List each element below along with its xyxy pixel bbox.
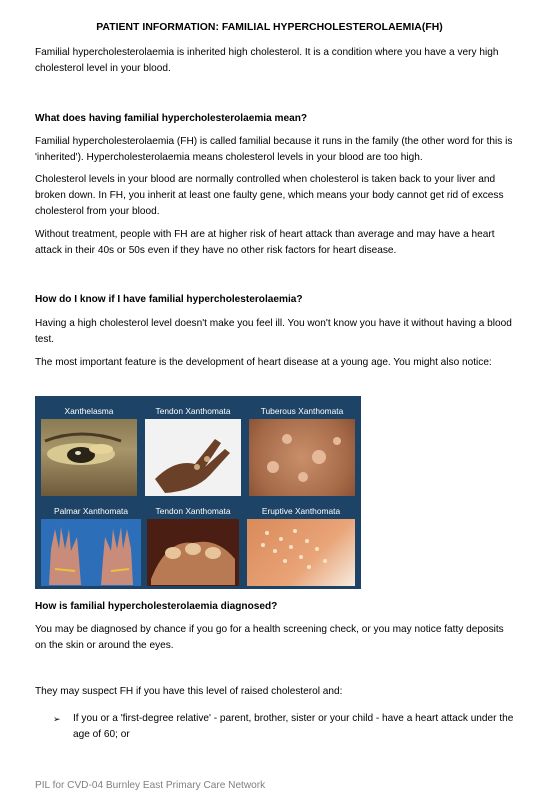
xanthelasma-photo xyxy=(41,419,137,496)
palmar-xanthomata-panel xyxy=(41,504,141,586)
meaning-paragraph-2: Cholesterol levels in your blood are normally controlled when cholesterol is taken back to your liver and broken down. In FH, you inherit at least one faulty gene, which means your body cannot get rid of excess cholesterol from your blood. xyxy=(35,174,504,217)
page-footer: PIL for CVD-04 Burnley East Primary Care Network xyxy=(35,780,266,791)
figure-label: Tendon Xanthomata xyxy=(155,506,231,516)
diagnosed-paragraph-1: You may be diagnosed by chance if you go for a health screening check, or you may notice fatty deposits on the skin or around the eyes. xyxy=(35,624,504,651)
palmar-hands-photo xyxy=(41,519,141,586)
intro-paragraph: Familial hypercholesterolaemia is inherited high cholesterol. It is a condition where you have a very high cholesterol level in your blood. xyxy=(35,47,499,74)
eye-image-icon xyxy=(41,419,137,496)
eruptive-skin-photo xyxy=(247,519,355,586)
meaning-paragraph-3: Without treatment, people with FH are at higher risk of heart attack than average and may have a heart attack in their 40s or 50s even if they have no other risk factors for heart disease. xyxy=(35,229,495,256)
figure-label: Xanthelasma xyxy=(64,406,114,416)
section-heading-how-do-i-know: How do I know if I have familial hypercholesterolaemia? xyxy=(35,294,303,305)
tendon-hand-photo xyxy=(145,419,241,496)
arrow-bullet-icon: ➢ xyxy=(53,714,61,724)
palms-image-icon xyxy=(41,519,141,586)
xanthelasma-panel xyxy=(41,404,137,496)
tendon-xanthomata-panel-2 xyxy=(147,504,239,586)
section-heading-diagnosed: How is familial hypercholesterolaemia diagnosed? xyxy=(35,601,278,612)
hand-image-icon xyxy=(145,419,241,496)
figure-label: Tuberous Xanthomata xyxy=(260,406,344,416)
document-title: PATIENT INFORMATION: FAMILIAL HYPERCHOLESTEROLAEMIA(FH) xyxy=(96,22,443,33)
how-do-i-know-paragraph-1: Having a high cholesterol level doesn't make you feel ill. You won't know you have it without having a blood test. xyxy=(35,318,512,345)
eruptive-xanthomata-panel xyxy=(247,504,355,586)
skin-spots-icon xyxy=(247,519,355,586)
xanthomata-figure xyxy=(35,396,361,589)
tuberous-skin-photo xyxy=(249,419,355,496)
tendon-xanthomata-panel-1 xyxy=(145,404,241,496)
figure-label: Eruptive Xanthomata xyxy=(261,506,341,516)
figure-label: Tendon Xanthomata xyxy=(155,406,231,416)
meaning-paragraph-1: Familial hypercholesterolaemia (FH) is called familial because it runs in the family (the other word for this is 'inherited'). Hypercholesterolaemia means cholesterol levels in your blood are too high. xyxy=(35,136,513,163)
skin-nodules-icon xyxy=(249,419,355,496)
bullet-text: If you or a 'first-degree relative' - parent, brother, sister or your child - have a heart attack under the age of 60; or xyxy=(73,713,514,740)
tuberous-xanthomata-panel xyxy=(249,404,355,496)
section-heading-meaning: What does having familial hypercholesterolaemia mean? xyxy=(35,113,308,124)
tendon-knuckles-photo xyxy=(147,519,239,586)
knuckles-image-icon xyxy=(147,519,239,586)
figure-label: Palmar Xanthomata xyxy=(53,506,129,516)
diagnosed-paragraph-2: They may suspect FH if you have this level of raised cholesterol and: xyxy=(35,686,343,697)
how-do-i-know-paragraph-2: The most important feature is the development of heart disease at a young age. You might also notice: xyxy=(35,357,492,368)
